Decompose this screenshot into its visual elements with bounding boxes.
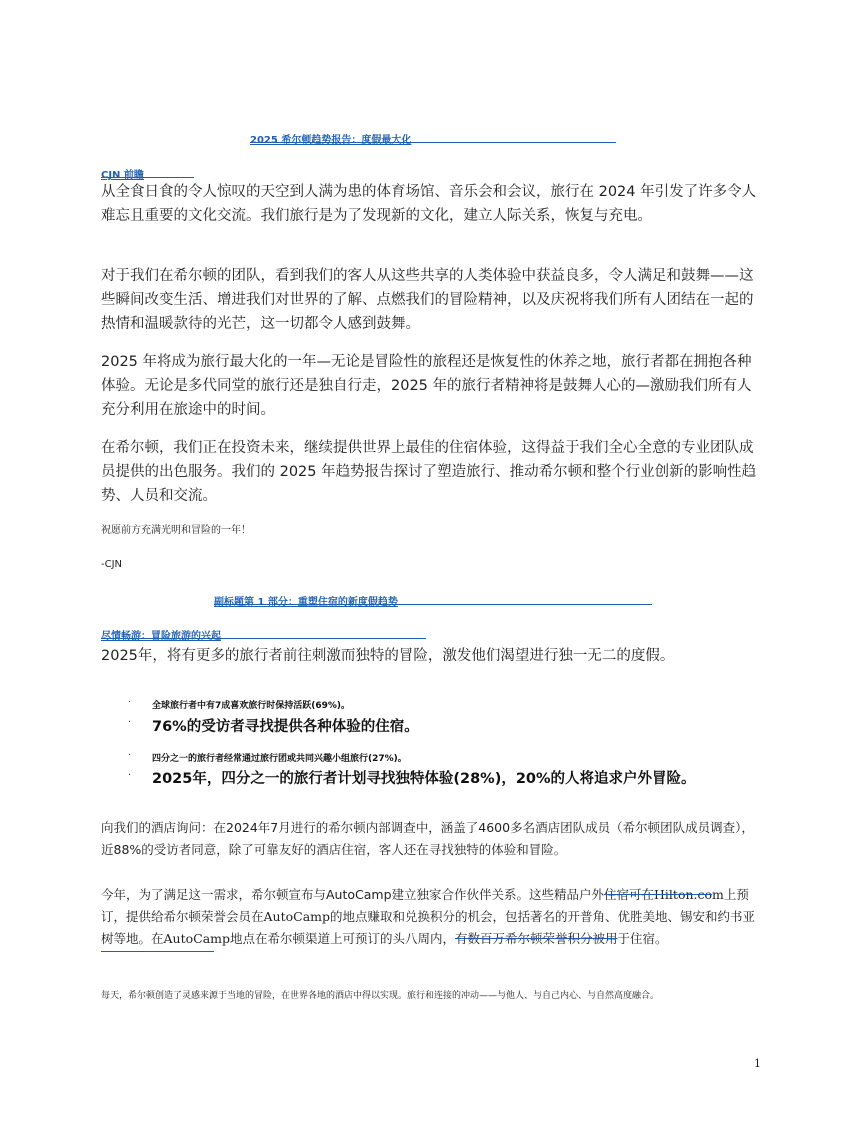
paragraph-3: 2025 年将成为旅行最大化的一年—无论是冒险性的旅程还是恢复性的休养之地，旅行者都在拥抱各种体验。无论是多代同堂的旅行还是独自行走，2025 年的旅行者精神将是鼓舞人心的—激励我们所有人充分利用在旅途中的时间。 xyxy=(101,354,752,418)
subsection-rule xyxy=(101,638,426,639)
intro-paragraph: 2025年，将有更多的旅行者前往刺激而独特的冒险，激发他们渴望进行独一无二的度假。 xyxy=(101,648,675,664)
paragraph-4: 在希尔顿，我们正在投资未来，继续提供世界上最佳的住宿体验，这得益于我们全心全意的专业团队成员提供的出色服务。我们的 2025 年趋势报告探讨了塑造旅行、推动希尔顿和整个行业创新的影响性趋势、人员和交流。 xyxy=(101,440,757,504)
bullet-dot: · xyxy=(128,697,132,708)
paragraph-1: 从全食日食的令人惊叹的天空到人满为患的体育场馆、音乐会和会议，旅行在 2024 年引发了许多令人难忘且重要的文化交流。我们旅行是为了发现新的文化，建立人际关系，恢复与充电。 xyxy=(101,184,757,224)
bullet-item: 全球旅行者中有7成喜欢旅行时保持活跃(69%)。 xyxy=(152,701,351,711)
subtitle: 副标题第 1 部分：重塑住宿的新度假趋势 xyxy=(214,597,398,608)
deleted-text: 住宿可在Hilton.co xyxy=(604,887,713,902)
section-label-rule xyxy=(101,177,194,178)
page-number: 1 xyxy=(754,1057,761,1070)
bullet-item: 四分之一的旅行者经常通过旅行团或共同兴趣小组旅行(27%)。 xyxy=(152,754,407,764)
section-label: CJN 前瞻 xyxy=(101,170,144,181)
deleted-text: 有数百万希尔顿荣誉积分被用 xyxy=(455,931,618,946)
bullet-item: 76%的受访者寻找提供各种体验的住宿。 xyxy=(152,719,419,735)
autocamp-rule xyxy=(101,951,214,952)
autocamp-text: 于住宿。 xyxy=(617,931,668,946)
survey-paragraph: 向我们的酒店询问：在2024年7月进行的希尔顿内部调查中，涵盖了4600多名酒店团队成员（希尔顿团队成员调查），近88%的受访者同意，除了可靠友好的酒店住宿，客人还在寻找独特的体验和冒险。 xyxy=(101,820,754,857)
autocamp-paragraph xyxy=(101,884,761,950)
closing-line: 祝愿前方充满光明和冒险的一年！ xyxy=(101,525,251,536)
bullet-dot: · xyxy=(128,717,132,728)
bullet-item: 2025年，四分之一的旅行者计划寻找独特体验(28%)，20%的人将追求户外冒险。 xyxy=(152,771,696,787)
bullet-dot: · xyxy=(128,750,132,761)
subsection-heading: 尽情畅游：冒险旅游的兴起 xyxy=(101,631,221,642)
footer-note: 每天，希尔顿创造了灵感来源于当地的冒险，在世界各地的酒店中得以实现。旅行和连接的冲动——与他人、与自己内心、与自然高度融合。 xyxy=(101,991,660,1001)
title-rule xyxy=(250,142,616,143)
bullet-dot: · xyxy=(128,770,132,781)
autocamp-text: 今年，为了满足这一需求，希尔顿宣布与AutoCamp建立独家合作伙伴关系。这些精品户外 xyxy=(101,887,605,902)
report-title: 2025 希尔顿趋势报告：度假最大化 xyxy=(250,135,412,146)
autocamp-text: m上预订，提供给希尔顿荣誉会员在AutoCamp的地点赚取和兑换积分的机会，包括著名的开普角、优胜美地、锡安和约书亚树等地。在AutoCamp地点在希尔顿渠道上可预订的头八周内， xyxy=(101,887,755,946)
paragraph-2: 对于我们在希尔顿的团队，看到我们的客人从这些共享的人类体验中获益良多，令人满足和鼓舞——这些瞬间改变生活、增进我们对世界的了解、点燃我们的冒险精神，以及庆祝将我们所有人团结在一起的热情和温暖款待的光芒，这一切都令人感到鼓舞。 xyxy=(101,268,754,332)
subtitle-rule xyxy=(214,604,652,605)
signature: -CJN xyxy=(101,559,123,570)
